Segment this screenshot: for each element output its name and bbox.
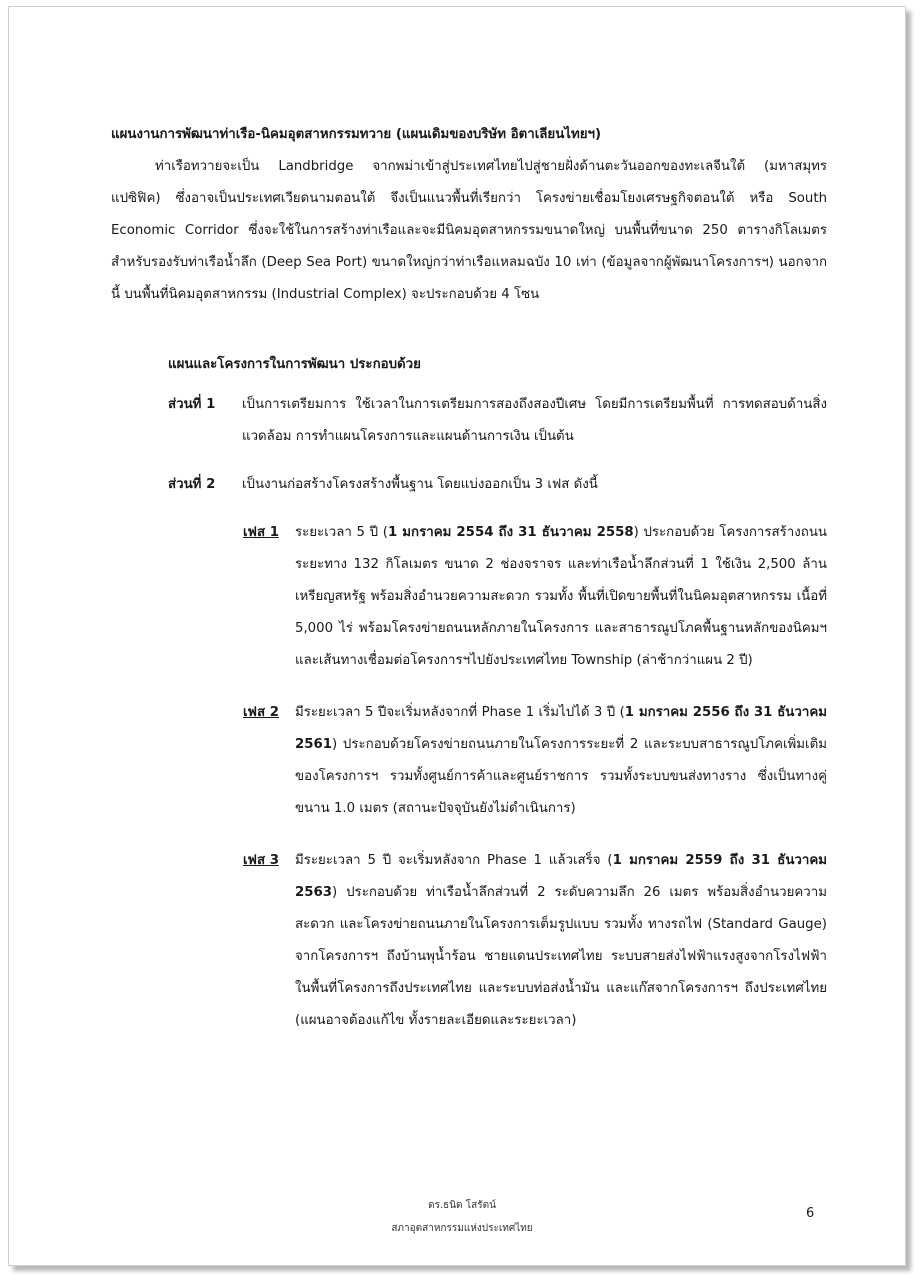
intro-paragraph: ท่าเรือทวายจะเป็น Landbridge จากพม่าเข้าสู่ประเทศไทยไปสู่ชายฝั่งด้านตะวันออกของทะเลจีนใต้ (มหาสมุทรแปซิฟิค) ซึ่งอาจเป็นประเทศเวียดนามตอนใต้ จึงเป็นแนวพื้นที่เรียกว่า โครงข่ายเชื่อมโยงเศรษฐกิจตอนใต้ หรือ South Economic Corridor ซึ่งจะใช้ในการสร้างท่าเรือและจะมีนิคมอุตสาหกรรมขนาดใหญ่ บนพื้นที่ขนาด 250 ตารางกิโลเมตร สำหรับรองรับท่าเรือน้ำลึก (Deep Sea Port) ขนาดใหญ่กว่าท่าเรือแหลมฉบัง 10 เท่า (ข้อมูลจากผู้พัฒนาโครงการฯ) นอกจากนี้ บนพื้นที่นิคมอุตสาหกรรม (Industrial Complex) จะประกอบด้วย 4 โซน	[111, 159, 827, 302]
phase-1-label: เฟส 1	[243, 525, 279, 540]
phase-2-dates: 1 มกราคม 2556 ถึง 31 ธันวาคม 2561	[295, 705, 827, 752]
footer-author: ดร.ธนิต โสรัตน์	[428, 1200, 496, 1211]
plans-heading: แผนและโครงการในการพัฒนา ประกอบด้วย	[168, 357, 421, 372]
section-1	[168, 389, 827, 453]
phase-1-dates: 1 มกราคม 2554 ถึง 31 ธันวาคม 2558	[387, 525, 634, 540]
section-2	[168, 469, 827, 501]
document-title: แผนงานการพัฒนาท่าเรือ-นิคมอุตสาหกรรมทวาย (แผนเดิมของบริษัท อิตาเลียนไทยฯ)	[111, 127, 602, 142]
section-2-text: เป็นงานก่อสร้างโครงสร้างพื้นฐาน โดยแบ่งออกเป็น 3 เฟส ดังนี้	[242, 477, 598, 492]
phase-2-label: เฟส 2	[243, 705, 279, 720]
document-page	[8, 6, 906, 1266]
footer-organization: สภาอุตสาหกรรมแห่งประเทศไทย	[391, 1223, 533, 1234]
phase-1	[243, 517, 827, 677]
page-content	[111, 119, 827, 1057]
phase-3	[243, 845, 827, 1037]
section-2-label: ส่วนที่ 2	[168, 477, 216, 492]
phase-3-dates: 1 มกราคม 2559 ถึง 31 ธันวาคม 2563	[295, 853, 827, 900]
phase-3-text	[295, 845, 827, 1037]
phase-2-post: ) ประกอบด้วยโครงข่ายถนนภายในโครงการระยะที่ 2 และระบบสาธารณูปโภคเพิ่มเติมของโครงการฯ รวมทั้งศูนย์การค้าและศูนย์ราชการ รวมทั้งระบบขนส่งทางราง ซึ่งเป็นทางคู่ขนาน 1.0 เมตร (สถานะปัจจุบันยังไม่ดำเนินการ)	[295, 737, 827, 816]
phase-1-pre: ระยะเวลา 5 ปี (	[295, 525, 388, 540]
phase-3-pre: มีระยะเวลา 5 ปี จะเริ่มหลังจาก Phase 1 แล้วเสร็จ (	[295, 853, 613, 868]
phase-1-post: ) ประกอบด้วย โครงการสร้างถนน ระยะทาง 132 กิโลเมตร ขนาด 2 ช่องจราจร และท่าเรือน้ำลึกส่วนที่ 1 ใช้เงิน 2,500 ล้านเหรียญสหรัฐ พร้อมสิ่งอำนวยความสะดวก รวมทั้ง พื้นที่เปิดขายพื้นที่ในนิคมอุตสาหกรรม เนื้อที่ 5,000 ไร่ พร้อมโครงข่ายถนนหลักภายในโครงการ และสาธารณูปโภคพื้นฐานหลักของนิคมฯ และเส้นทางเชื่อมต่อโครงการฯไปยังประเทศไทย Township (ล่าช้ากว่าแผน 2 ปี)	[295, 525, 827, 668]
phase-3-label: เฟส 3	[243, 853, 279, 868]
phase-2-text	[295, 697, 827, 825]
section-1-text: เป็นการเตรียมการ ใช้เวลาในการเตรียมการสองถึงสองปีเศษ โดยมีการเตรียมพื้นที่ การทดสอบด้านสิ่งแวดล้อม การทำแผนโครงการและแผนด้านการเงิน เป็นต้น	[242, 397, 827, 444]
phase-1-text	[295, 517, 827, 677]
phase-3-post: ) ประกอบด้วย ท่าเรือน้ำลึกส่วนที่ 2 ระดับความลึก 26 เมตร พร้อมสิ่งอำนวยความสะดวก และโครงข่ายถนนภายในโครงการเต็มรูปแบบ รวมทั้ง ทางรถไฟ (Standard Gauge) จากโครงการฯ ถึงบ้านพุน้ำร้อน ชายแดนประเทศไทย ระบบสายส่งไฟฟ้าแรงสูงจากโรงไฟฟ้าในพื้นที่โครงการถึงประเทศไทย และระบบท่อส่งน้ำมัน และแก๊สจากโครงการฯ ถึงประเทศไทย (แผนอาจต้องแก้ไข ทั้งรายละเอียดและระยะเวลา)	[295, 885, 827, 1028]
phase-2-pre: มีระยะเวลา 5 ปีจะเริ่มหลังจากที่ Phase 1 เริ่มไปได้ 3 ปี (	[295, 705, 625, 720]
phase-2	[243, 697, 827, 825]
page-number: 6	[806, 1206, 815, 1221]
section-1-label: ส่วนที่ 1	[168, 397, 216, 412]
